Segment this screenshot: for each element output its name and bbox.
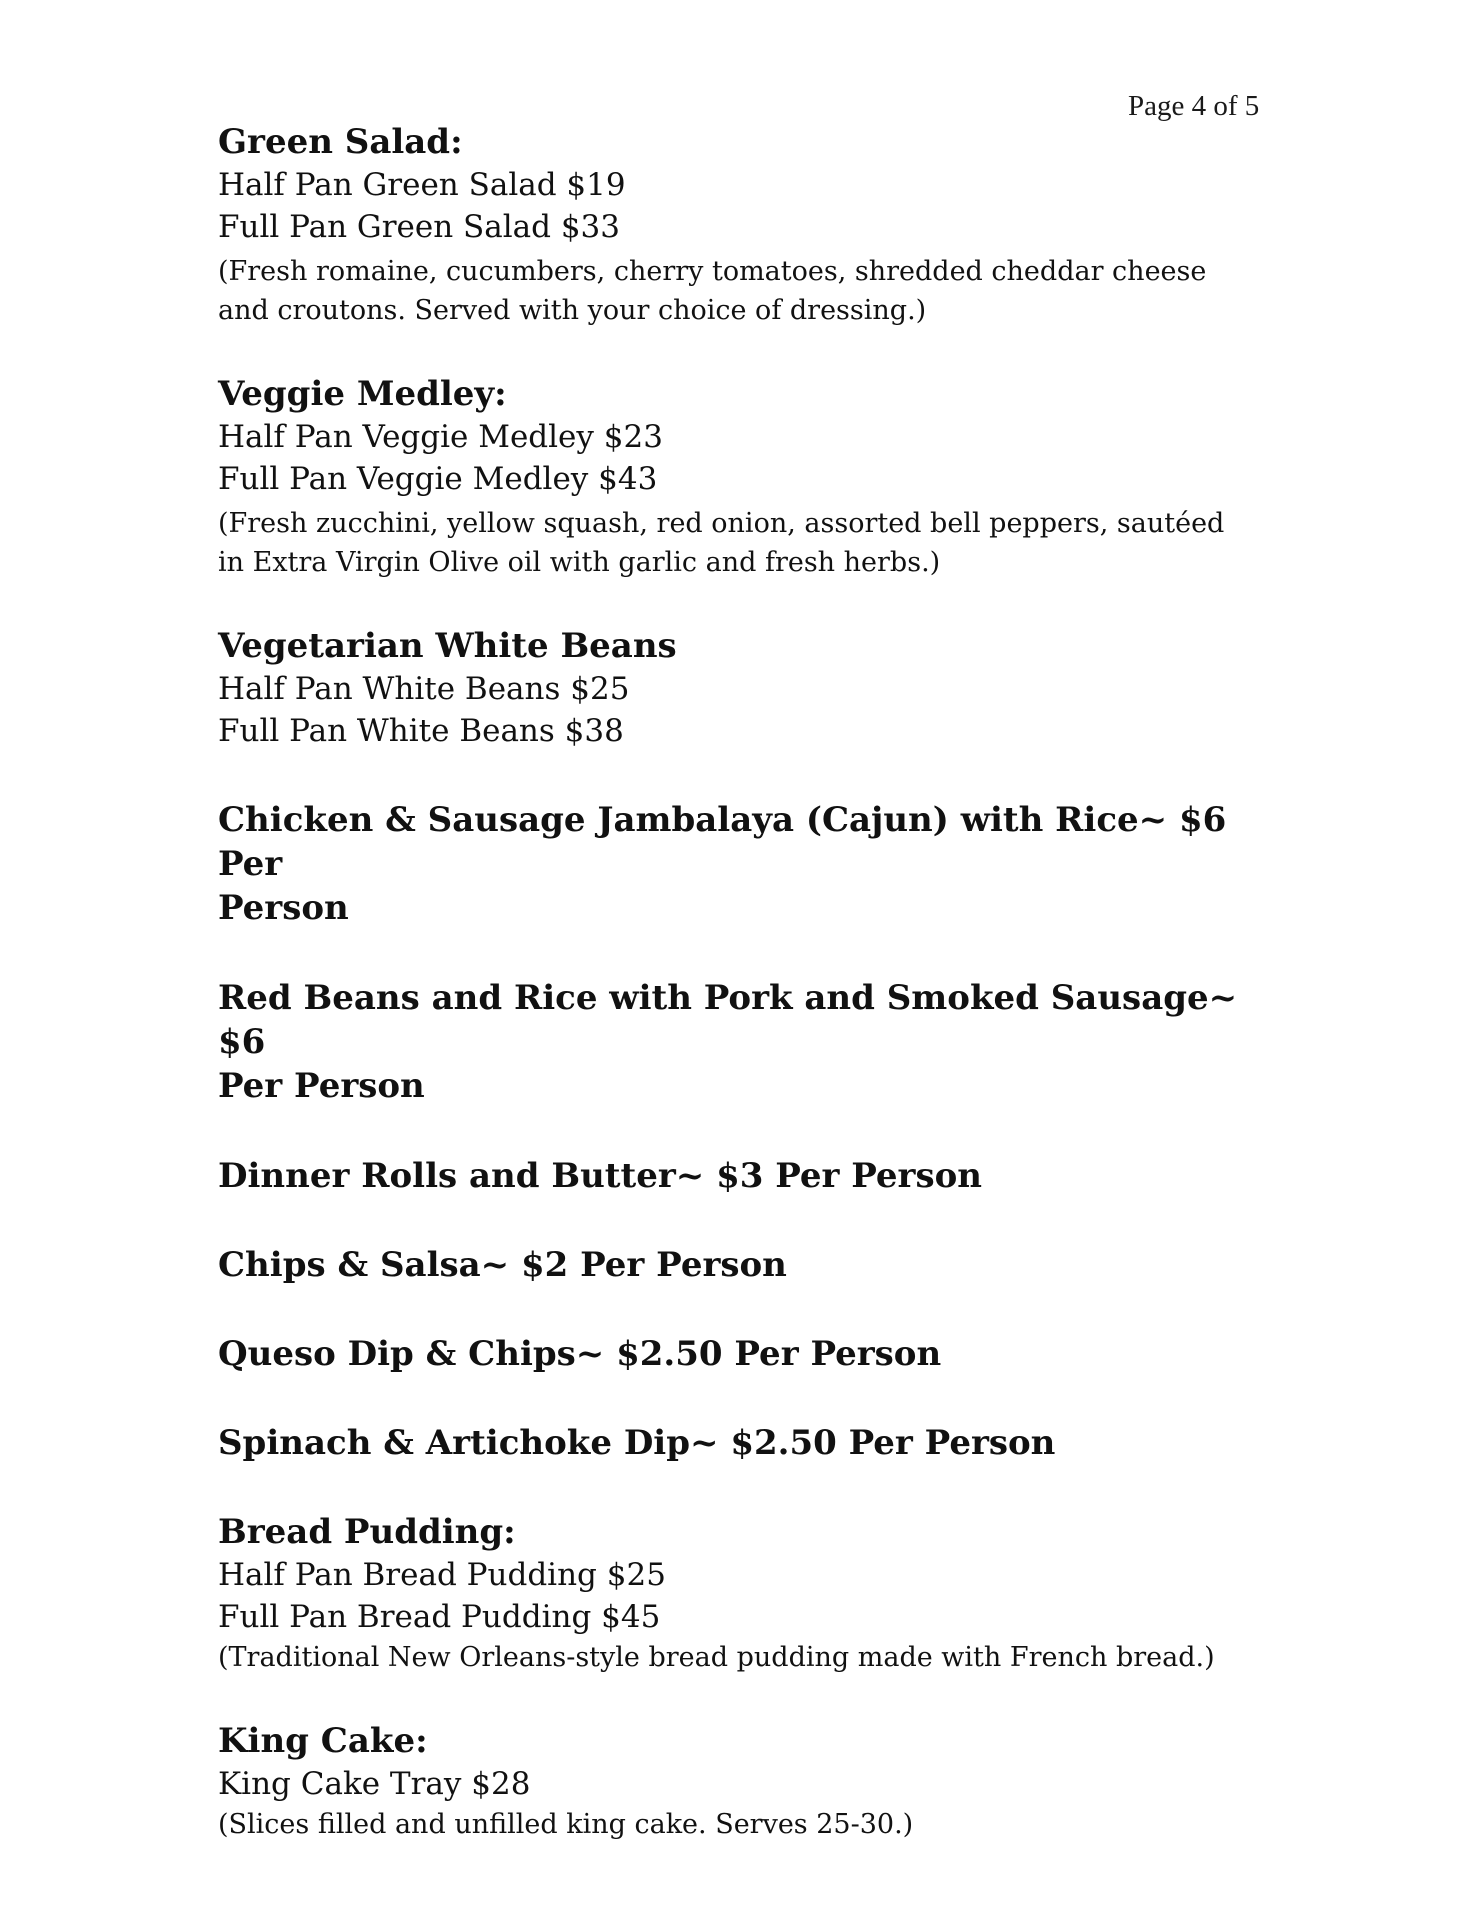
jambalaya-heading-line2: Person [218, 888, 349, 928]
white-beans-heading: Vegetarian White Beans [218, 626, 677, 666]
veggie-medley-full-pan: Full Pan Veggie Medley $43 [218, 461, 658, 497]
king-cake-description: (Slices filled and unfilled king cake. Serves 25-30.) [218, 1809, 914, 1840]
veggie-medley-heading: Veggie Medley: [218, 374, 507, 414]
spinach-dip-heading: Spinach & Artichoke Dip~ $2.50 Per Person [218, 1423, 1056, 1463]
jambalaya-heading-line1: Chicken & Sausage Jambalaya (Cajun) with Rice~ $6 Per [218, 800, 1227, 884]
queso-heading: Queso Dip & Chips~ $2.50 Per Person [218, 1334, 942, 1374]
green-salad-description-line2: and croutons. Served with your choice of dressing.) [218, 295, 927, 326]
green-salad-full-pan: Full Pan Green Salad $33 [218, 209, 621, 245]
red-beans-heading-line2: Per Person [218, 1066, 425, 1106]
white-beans-full-pan: Full Pan White Beans $38 [218, 713, 624, 749]
chips-salsa-section [218, 1243, 1278, 1287]
red-beans-heading-line1: Red Beans and Rice with Pork and Smoked Sausage~ $6 [218, 978, 1238, 1062]
white-beans-section [218, 624, 1278, 752]
menu-content [218, 120, 1278, 1844]
bread-pudding-full-pan: Full Pan Bread Pudding $45 [218, 1599, 661, 1635]
dinner-rolls-section [218, 1154, 1278, 1198]
veggie-medley-half-pan: Half Pan Veggie Medley $23 [218, 419, 663, 455]
dinner-rolls-heading: Dinner Rolls and Butter~ $3 Per Person [218, 1156, 982, 1196]
veggie-medley-section [218, 372, 1278, 582]
green-salad-section [218, 120, 1278, 330]
chips-salsa-heading: Chips & Salsa~ $2 Per Person [218, 1245, 787, 1285]
king-cake-heading: King Cake: [218, 1721, 428, 1761]
veggie-medley-description-line2: in Extra Virgin Olive oil with garlic and fresh herbs.) [218, 547, 941, 578]
bread-pudding-heading: Bread Pudding: [218, 1512, 516, 1552]
red-beans-section [218, 976, 1278, 1108]
green-salad-description-line1: (Fresh romaine, cucumbers, cherry tomatoes, shredded cheddar cheese [218, 256, 1207, 287]
green-salad-heading: Green Salad: [218, 122, 463, 162]
bread-pudding-description: (Traditional New Orleans-style bread pudding made with French bread.) [218, 1642, 1215, 1673]
king-cake-tray: King Cake Tray $28 [218, 1766, 531, 1802]
spinach-dip-section [218, 1421, 1278, 1465]
jambalaya-section [218, 798, 1278, 930]
queso-section [218, 1332, 1278, 1376]
veggie-medley-description-line1: (Fresh zucchini, yellow squash, red onion, assorted bell peppers, sautéed [218, 508, 1225, 539]
king-cake-section [218, 1719, 1278, 1844]
green-salad-half-pan: Half Pan Green Salad $19 [218, 167, 626, 203]
bread-pudding-half-pan: Half Pan Bread Pudding $25 [218, 1557, 666, 1593]
white-beans-half-pan: Half Pan White Beans $25 [218, 671, 630, 707]
page-number: Page 4 of 5 [1128, 90, 1260, 122]
bread-pudding-section [218, 1510, 1278, 1677]
